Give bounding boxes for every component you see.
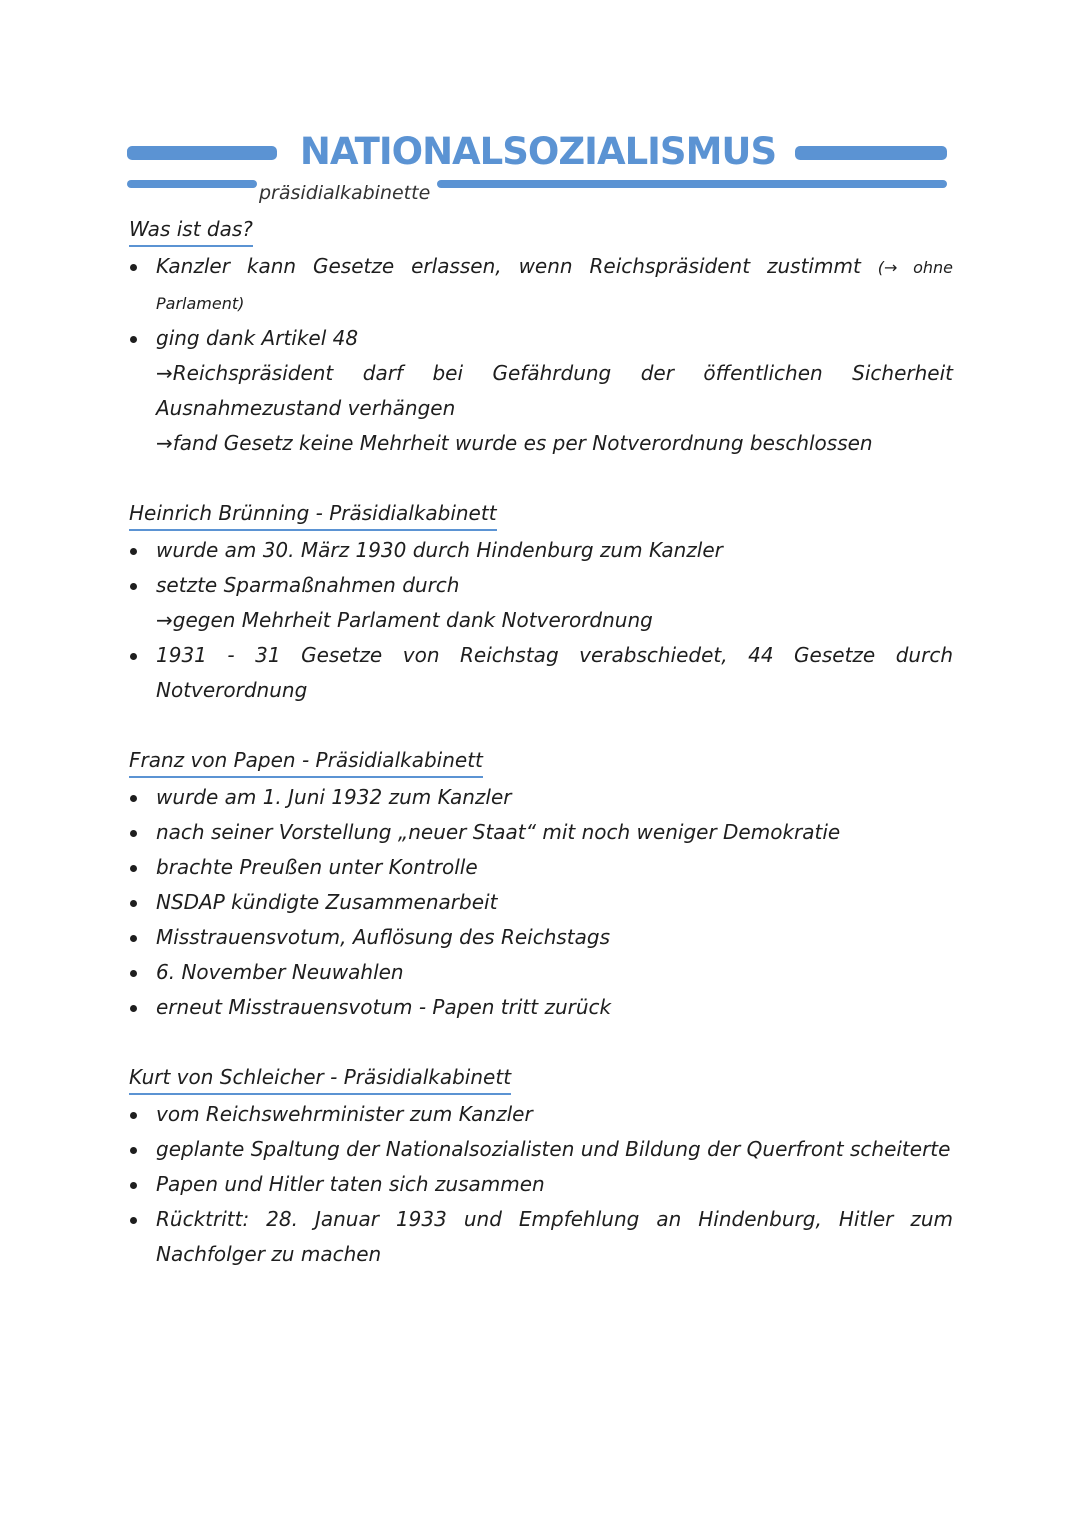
bullet-list xyxy=(129,249,953,356)
sub-item: →Reichspräsident darf bei Gefährdung der öffentlichen Sicherheit Ausnahmezustand verhängen xyxy=(156,361,953,420)
list-item: 1931 - 31 Gesetze von Reichstag verabschiedet, 44 Gesetze durch Notverordnung xyxy=(129,638,953,708)
list-item: wurde am 1. Juni 1932 zum Kanzler xyxy=(129,780,953,815)
list-item: vom Reichswehrminister zum Kanzler xyxy=(129,1097,953,1132)
sub-item: →fand Gesetz keine Mehrheit wurde es per Notverordnung beschlossen xyxy=(156,431,873,455)
list-item: wurde am 30. März 1930 durch Hindenburg zum Kanzler xyxy=(129,533,953,568)
list-item xyxy=(129,249,953,321)
section-heading: Franz von Papen - Präsidialkabinett xyxy=(129,745,483,778)
list-item xyxy=(129,321,953,356)
list-item: Misstrauensvotum, Auflösung des Reichstags xyxy=(129,920,953,955)
item-text: Kanzler kann Gesetze erlassen, wenn Reichspräsident zustimmt xyxy=(156,254,861,278)
section-heading: Was ist das? xyxy=(129,214,253,247)
header-bar-right-bottom xyxy=(437,180,947,188)
list-item: nach seiner Vorstellung „neuer Staat“ mit noch weniger Demokratie xyxy=(129,815,953,850)
content xyxy=(129,212,953,1307)
list-item: NSDAP kündigte Zusammenarbeit xyxy=(129,885,953,920)
bullet-list xyxy=(129,638,953,708)
list-item: brachte Preußen unter Kontrolle xyxy=(129,850,953,885)
sub-item: →gegen Mehrheit Parlament dank Notverordnung xyxy=(156,608,653,632)
list-item: 6. November Neuwahlen xyxy=(129,955,953,990)
section-heading: Heinrich Brünning - Präsidialkabinett xyxy=(129,498,497,531)
header-bar-right-top xyxy=(795,146,947,160)
section-schleicher xyxy=(129,1060,953,1272)
list-item: setzte Sparmaßnahmen durch xyxy=(129,568,953,603)
list-item: Rücktritt: 28. Januar 1933 und Empfehlung an Hindenburg, Hitler zum Nachfolger zu machen xyxy=(129,1202,953,1272)
list-item: erneut Misstrauensvotum - Papen tritt zurück xyxy=(129,990,953,1025)
header-bar-left-bottom xyxy=(127,180,257,188)
section-bruenning xyxy=(129,496,953,708)
list-item: Papen und Hitler taten sich zusammen xyxy=(129,1167,953,1202)
page-subtitle: präsidialkabinette xyxy=(259,182,431,204)
header-bar-left-top xyxy=(127,146,277,160)
bullet-list xyxy=(129,780,953,1025)
bullet-list xyxy=(129,1097,953,1272)
item-text: ging dank Artikel 48 xyxy=(156,326,359,350)
item-note: (→ ohne Parlament) xyxy=(156,258,953,313)
section-papen xyxy=(129,743,953,1025)
list-item: geplante Spaltung der Nationalsozialisten und Bildung der Querfront scheiterte xyxy=(129,1132,953,1167)
header xyxy=(127,128,947,208)
section-heading: Kurt von Schleicher - Präsidialkabinett xyxy=(129,1062,511,1095)
section-was-ist-das xyxy=(129,212,953,461)
bullet-list xyxy=(129,533,953,603)
page-title: NATIONALSOZIALISMUS xyxy=(299,130,777,173)
